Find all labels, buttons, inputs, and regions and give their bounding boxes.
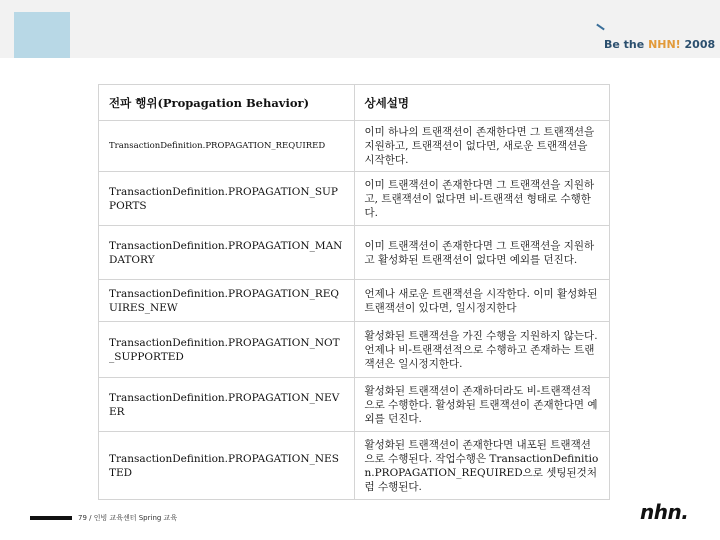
brand-highlight: NHN! [648,38,681,51]
behavior-cell [99,432,355,500]
description-cell [354,280,610,322]
behavior-description: 언제나 새로운 트랜잭션을 시작한다. 이미 활성화된 트랜잭션이 있다면, 일시정지한다 [364,287,598,314]
behavior-name: TransactionDefinition.PROPAGATION_MANDATORY [109,239,343,266]
behavior-description: 활성화된 트랜잭션이 존재한다면 내포된 트랜잭션으로 수행된다. 작업수행은 TransactionDefinition.PROPAGATION_REQUIRED으로 셋팅된것처럼 수행된다. [364,438,599,493]
behavior-cell [99,280,355,322]
behavior-name: TransactionDefinition.PROPAGATION_REQUIRED [109,141,326,151]
column-header-description: 상세설명 [354,85,610,121]
behavior-cell [99,121,355,172]
table-row [99,121,610,172]
description-cell [354,432,610,500]
behavior-name: TransactionDefinition.PROPAGATION_REQUIRES_NEW [109,287,340,314]
propagation-table [98,84,610,500]
behavior-cell [99,378,355,432]
footer-rule [30,516,72,520]
description-cell [354,121,610,172]
table-header-row [99,85,610,121]
table-row [99,432,610,500]
description-cell [354,172,610,226]
behavior-name: TransactionDefinition.PROPAGATION_NOT_SUPPORTED [109,336,340,363]
table-row [99,378,610,432]
header-accent-block [14,12,70,58]
brand-slogan [604,38,715,51]
behavior-name: TransactionDefinition.PROPAGATION_NESTED [109,452,339,479]
behavior-cell [99,226,355,280]
description-cell [354,322,610,378]
table-row [99,172,610,226]
column-header-behavior: 전파 행위(Propagation Behavior) [99,85,355,121]
behavior-description: 활성화된 트랜잭션을 가진 수행을 지원하지 않는다. 언제나 비-트랜잭션적으로 수행하고 존재하는 트랜잭션은 일시정지한다. [364,329,598,370]
table-row [99,280,610,322]
behavior-name: TransactionDefinition.PROPAGATION_SUPPORTS [109,185,338,212]
table-row [99,322,610,378]
behavior-cell [99,172,355,226]
footer-page-label: 79 / 인빙 교육센터 Spring 교육 [78,514,178,522]
behavior-description: 이미 트랜잭션이 존재한다면 그 트랜잭션을 지원하고, 트랜잭션이 없다면 비-트랜잭션 형태로 수행한다. [364,178,595,219]
nhn-logo: nhn. [640,500,689,524]
table-row [99,226,610,280]
description-cell [354,378,610,432]
behavior-name: TransactionDefinition.PROPAGATION_NEVER [109,391,340,418]
description-cell [354,226,610,280]
behavior-cell [99,322,355,378]
behavior-description: 이미 하나의 트랜잭션이 존재한다면 그 트랜잭션을 지원하고, 트랜잭션이 없다면, 새로운 트랜잭션을 시작한다. [364,126,595,166]
behavior-description: 이미 트랜잭션이 존재한다면 그 트랜잭션을 지원하고 활성화된 트랜잭션이 없다면 예외를 던진다. [364,239,595,266]
behavior-description: 활성화된 트랜잭션이 존재하더라도 비-트랜잭션적으로 수행한다. 활성화된 트랜잭션이 존재한다면 예외를 던진다. [364,384,598,425]
brand-prefix: Be the [604,38,649,51]
brand-year: 2008 [680,38,716,51]
